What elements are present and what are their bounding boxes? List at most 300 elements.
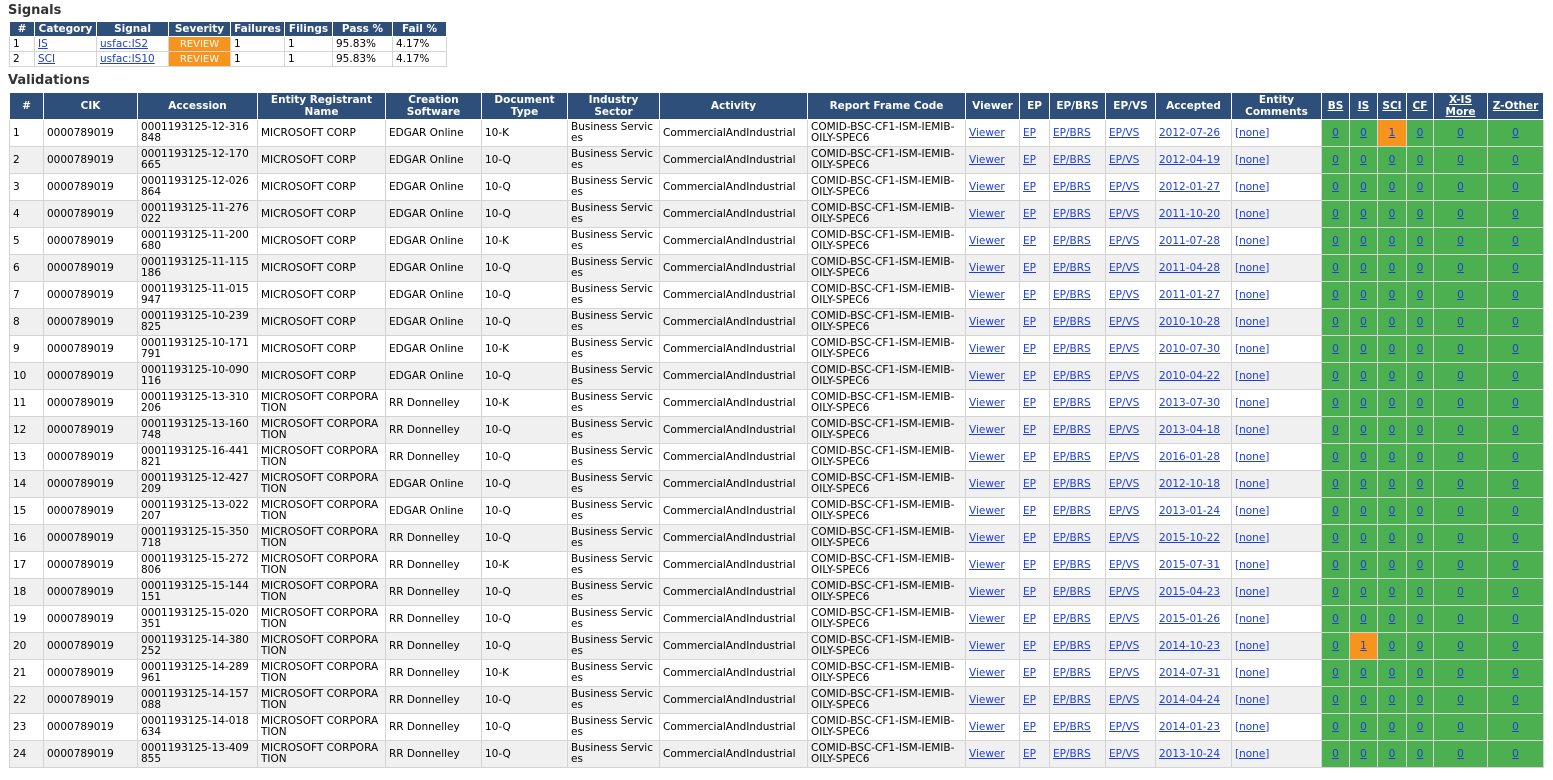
z-other-count-link[interactable]: 0 xyxy=(1512,369,1519,382)
accepted-date-link[interactable]: 2013-10-24 xyxy=(1159,747,1221,760)
accepted-date-link[interactable]: 2011-10-20 xyxy=(1159,207,1221,220)
entity-comments-link[interactable]: [none] xyxy=(1235,612,1270,625)
ep-link[interactable]: EP xyxy=(1023,423,1036,436)
sci-count-link[interactable]: 0 xyxy=(1388,288,1396,301)
signal-name-link[interactable]: usfac:IS10 xyxy=(100,52,155,65)
x-is-more-count-link[interactable]: 0 xyxy=(1457,504,1464,517)
accepted-date-link[interactable]: 2015-04-23 xyxy=(1159,585,1221,598)
bs-count-link[interactable]: 0 xyxy=(1332,396,1339,409)
ep-brs-link[interactable]: EP/BRS xyxy=(1053,342,1091,355)
ep-brs-link[interactable]: EP/BRS xyxy=(1053,477,1091,490)
entity-comments-link[interactable]: [none] xyxy=(1235,747,1270,760)
is-count-link[interactable]: 0 xyxy=(1360,207,1367,220)
cf-count-link[interactable]: 0 xyxy=(1416,369,1424,382)
ep-vs-link[interactable]: EP/VS xyxy=(1109,558,1140,571)
ep-link[interactable]: EP xyxy=(1023,207,1036,220)
x-is-more-count-link[interactable]: 0 xyxy=(1457,747,1464,760)
cf-count-link[interactable]: 0 xyxy=(1416,288,1424,301)
signal-name-link[interactable]: usfac:IS2 xyxy=(100,37,149,50)
ep-link[interactable]: EP xyxy=(1023,585,1036,598)
viewer-link[interactable]: Viewer xyxy=(969,612,1005,625)
viewer-link[interactable]: Viewer xyxy=(969,180,1005,193)
x-is-more-count-link[interactable]: 0 xyxy=(1457,612,1464,625)
bs-count-link[interactable]: 0 xyxy=(1332,261,1339,274)
ep-vs-link[interactable]: EP/VS xyxy=(1109,639,1140,652)
validations-col-is-sort[interactable]: IS xyxy=(1350,93,1378,120)
is-count-link[interactable]: 0 xyxy=(1360,423,1367,436)
ep-brs-link[interactable]: EP/BRS xyxy=(1053,180,1091,193)
sci-count-link[interactable]: 0 xyxy=(1388,720,1396,733)
is-count-link[interactable]: 0 xyxy=(1360,153,1367,166)
ep-brs-link[interactable]: EP/BRS xyxy=(1053,693,1091,706)
sci-count-link[interactable]: 1 xyxy=(1388,126,1396,139)
accepted-date-link[interactable]: 2011-01-27 xyxy=(1159,288,1221,301)
ep-link[interactable]: EP xyxy=(1023,180,1036,193)
sci-count-link[interactable]: 0 xyxy=(1388,342,1396,355)
ep-vs-link[interactable]: EP/VS xyxy=(1109,585,1140,598)
sci-count-link[interactable]: 0 xyxy=(1388,693,1396,706)
entity-comments-link[interactable]: [none] xyxy=(1235,693,1270,706)
z-other-count-link[interactable]: 0 xyxy=(1512,288,1519,301)
ep-link[interactable]: EP xyxy=(1023,153,1036,166)
ep-vs-link[interactable]: EP/VS xyxy=(1109,342,1140,355)
z-other-count-link[interactable]: 0 xyxy=(1512,666,1519,679)
ep-vs-link[interactable]: EP/VS xyxy=(1109,153,1140,166)
cf-count-link[interactable]: 0 xyxy=(1416,747,1424,760)
x-is-more-count-link[interactable]: 0 xyxy=(1457,423,1464,436)
viewer-link[interactable]: Viewer xyxy=(969,261,1005,274)
ep-link[interactable]: EP xyxy=(1023,450,1036,463)
x-is-more-count-link[interactable]: 0 xyxy=(1457,558,1464,571)
is-count-link[interactable]: 0 xyxy=(1360,720,1367,733)
is-count-link[interactable]: 0 xyxy=(1360,315,1367,328)
viewer-link[interactable]: Viewer xyxy=(969,369,1005,382)
accepted-date-link[interactable]: 2014-10-23 xyxy=(1159,639,1221,652)
z-other-count-link[interactable]: 0 xyxy=(1512,315,1519,328)
cf-count-link[interactable]: 0 xyxy=(1416,639,1424,652)
bs-count-link[interactable]: 0 xyxy=(1332,720,1339,733)
sci-count-link[interactable]: 0 xyxy=(1388,585,1396,598)
ep-brs-link[interactable]: EP/BRS xyxy=(1053,315,1091,328)
cf-count-link[interactable]: 0 xyxy=(1416,396,1424,409)
bs-count-link[interactable]: 0 xyxy=(1332,585,1339,598)
bs-count-link[interactable]: 0 xyxy=(1332,693,1339,706)
bs-count-link[interactable]: 0 xyxy=(1332,504,1339,517)
ep-brs-link[interactable]: EP/BRS xyxy=(1053,288,1091,301)
accepted-date-link[interactable]: 2015-07-31 xyxy=(1159,558,1221,571)
x-is-more-count-link[interactable]: 0 xyxy=(1457,585,1464,598)
x-is-more-count-link[interactable]: 0 xyxy=(1457,126,1464,139)
accepted-date-link[interactable]: 2013-01-24 xyxy=(1159,504,1221,517)
bs-count-link[interactable]: 0 xyxy=(1332,747,1339,760)
ep-vs-link[interactable]: EP/VS xyxy=(1109,234,1140,247)
bs-count-link[interactable]: 0 xyxy=(1332,477,1339,490)
ep-vs-link[interactable]: EP/VS xyxy=(1109,504,1140,517)
sci-count-link[interactable]: 0 xyxy=(1388,450,1396,463)
viewer-link[interactable]: Viewer xyxy=(969,531,1005,544)
ep-brs-link[interactable]: EP/BRS xyxy=(1053,504,1091,517)
ep-brs-link[interactable]: EP/BRS xyxy=(1053,612,1091,625)
ep-brs-link[interactable]: EP/BRS xyxy=(1053,450,1091,463)
is-count-link[interactable]: 0 xyxy=(1360,612,1367,625)
cf-count-link[interactable]: 0 xyxy=(1416,585,1424,598)
ep-brs-link[interactable]: EP/BRS xyxy=(1053,207,1091,220)
bs-count-link[interactable]: 0 xyxy=(1332,531,1339,544)
entity-comments-link[interactable]: [none] xyxy=(1235,558,1270,571)
bs-count-link[interactable]: 0 xyxy=(1332,180,1339,193)
is-count-link[interactable]: 0 xyxy=(1360,180,1367,193)
entity-comments-link[interactable]: [none] xyxy=(1235,315,1270,328)
accepted-date-link[interactable]: 2014-01-23 xyxy=(1159,720,1221,733)
z-other-count-link[interactable]: 0 xyxy=(1512,396,1519,409)
accepted-date-link[interactable]: 2012-10-18 xyxy=(1159,477,1221,490)
entity-comments-link[interactable]: [none] xyxy=(1235,126,1270,139)
ep-vs-link[interactable]: EP/VS xyxy=(1109,180,1140,193)
accepted-date-link[interactable]: 2012-04-19 xyxy=(1159,153,1221,166)
z-other-count-link[interactable]: 0 xyxy=(1512,450,1519,463)
ep-brs-link[interactable]: EP/BRS xyxy=(1053,423,1091,436)
bs-count-link[interactable]: 0 xyxy=(1332,207,1339,220)
bs-count-link[interactable]: 0 xyxy=(1332,153,1339,166)
z-other-count-link[interactable]: 0 xyxy=(1512,693,1519,706)
is-count-link[interactable]: 0 xyxy=(1360,396,1367,409)
ep-vs-link[interactable]: EP/VS xyxy=(1109,126,1140,139)
is-count-link[interactable]: 0 xyxy=(1360,558,1367,571)
viewer-link[interactable]: Viewer xyxy=(969,558,1005,571)
ep-link[interactable]: EP xyxy=(1023,126,1036,139)
ep-brs-link[interactable]: EP/BRS xyxy=(1053,153,1091,166)
ep-vs-link[interactable]: EP/VS xyxy=(1109,423,1140,436)
ep-brs-link[interactable]: EP/BRS xyxy=(1053,720,1091,733)
viewer-link[interactable]: Viewer xyxy=(969,315,1005,328)
ep-vs-link[interactable]: EP/VS xyxy=(1109,261,1140,274)
is-count-link[interactable]: 0 xyxy=(1360,585,1367,598)
ep-link[interactable]: EP xyxy=(1023,531,1036,544)
ep-brs-link[interactable]: EP/BRS xyxy=(1053,531,1091,544)
ep-link[interactable]: EP xyxy=(1023,288,1036,301)
ep-link[interactable]: EP xyxy=(1023,558,1036,571)
viewer-link[interactable]: Viewer xyxy=(969,693,1005,706)
sci-count-link[interactable]: 0 xyxy=(1388,396,1396,409)
validations-col-x-is-more-sort[interactable]: X-IS More xyxy=(1434,93,1488,120)
viewer-link[interactable]: Viewer xyxy=(969,423,1005,436)
cf-count-link[interactable]: 0 xyxy=(1416,477,1424,490)
ep-vs-link[interactable]: EP/VS xyxy=(1109,450,1140,463)
viewer-link[interactable]: Viewer xyxy=(969,396,1005,409)
ep-brs-link[interactable]: EP/BRS xyxy=(1053,747,1091,760)
is-count-link[interactable]: 0 xyxy=(1360,288,1367,301)
entity-comments-link[interactable]: [none] xyxy=(1235,423,1270,436)
ep-brs-link[interactable]: EP/BRS xyxy=(1053,126,1091,139)
viewer-link[interactable]: Viewer xyxy=(969,342,1005,355)
accepted-date-link[interactable]: 2013-04-18 xyxy=(1159,423,1221,436)
entity-comments-link[interactable]: [none] xyxy=(1235,396,1270,409)
signal-category-link[interactable]: SCI xyxy=(38,52,56,65)
sci-count-link[interactable]: 0 xyxy=(1388,477,1396,490)
x-is-more-count-link[interactable]: 0 xyxy=(1457,207,1464,220)
cf-count-link[interactable]: 0 xyxy=(1416,423,1424,436)
is-count-link[interactable]: 0 xyxy=(1360,666,1367,679)
cf-count-link[interactable]: 0 xyxy=(1416,558,1424,571)
ep-link[interactable]: EP xyxy=(1023,261,1036,274)
viewer-link[interactable]: Viewer xyxy=(969,747,1005,760)
cf-count-link[interactable]: 0 xyxy=(1416,261,1424,274)
viewer-link[interactable]: Viewer xyxy=(969,585,1005,598)
is-count-link[interactable]: 1 xyxy=(1360,639,1367,652)
is-count-link[interactable]: 0 xyxy=(1360,693,1367,706)
x-is-more-count-link[interactable]: 0 xyxy=(1457,639,1464,652)
bs-count-link[interactable]: 0 xyxy=(1332,639,1339,652)
sci-count-link[interactable]: 0 xyxy=(1388,261,1396,274)
cf-count-link[interactable]: 0 xyxy=(1416,531,1424,544)
sci-count-link[interactable]: 0 xyxy=(1388,639,1396,652)
bs-count-link[interactable]: 0 xyxy=(1332,558,1339,571)
entity-comments-link[interactable]: [none] xyxy=(1235,153,1270,166)
z-other-count-link[interactable]: 0 xyxy=(1512,207,1519,220)
entity-comments-link[interactable]: [none] xyxy=(1235,639,1270,652)
bs-count-link[interactable]: 0 xyxy=(1332,423,1339,436)
sci-count-link[interactable]: 0 xyxy=(1388,558,1396,571)
viewer-link[interactable]: Viewer xyxy=(969,234,1005,247)
z-other-count-link[interactable]: 0 xyxy=(1512,639,1519,652)
entity-comments-link[interactable]: [none] xyxy=(1235,504,1270,517)
accepted-date-link[interactable]: 2014-04-24 xyxy=(1159,693,1221,706)
ep-link[interactable]: EP xyxy=(1023,342,1036,355)
z-other-count-link[interactable]: 0 xyxy=(1512,180,1519,193)
bs-count-link[interactable]: 0 xyxy=(1332,288,1339,301)
accepted-date-link[interactable]: 2010-10-28 xyxy=(1159,315,1221,328)
z-other-count-link[interactable]: 0 xyxy=(1512,531,1519,544)
z-other-count-link[interactable]: 0 xyxy=(1512,720,1519,733)
validations-col-sci-sort[interactable]: SCI xyxy=(1378,93,1407,120)
row-creation-software: RR Donnelley xyxy=(386,579,482,606)
sci-count-link[interactable]: 0 xyxy=(1388,234,1396,247)
sci-count-link[interactable]: 0 xyxy=(1388,315,1396,328)
sci-count-link[interactable]: 0 xyxy=(1388,423,1396,436)
bs-count-link[interactable]: 0 xyxy=(1332,666,1339,679)
sci-count-link[interactable]: 0 xyxy=(1388,531,1396,544)
bs-count-link[interactable]: 0 xyxy=(1332,612,1339,625)
x-is-more-count-link[interactable]: 0 xyxy=(1457,234,1464,247)
ep-brs-link[interactable]: EP/BRS xyxy=(1053,558,1091,571)
is-count-link[interactable]: 0 xyxy=(1360,342,1367,355)
accepted-date-link[interactable]: 2011-07-28 xyxy=(1159,234,1221,247)
x-is-more-count-link[interactable]: 0 xyxy=(1457,531,1464,544)
entity-comments-link[interactable]: [none] xyxy=(1235,234,1270,247)
x-is-more-count-link[interactable]: 0 xyxy=(1457,666,1464,679)
z-other-count-link[interactable]: 0 xyxy=(1512,234,1519,247)
viewer-link[interactable]: Viewer xyxy=(969,450,1005,463)
viewer-link[interactable]: Viewer xyxy=(969,720,1005,733)
z-other-count-link[interactable]: 0 xyxy=(1512,477,1519,490)
is-count-link[interactable]: 0 xyxy=(1360,369,1367,382)
x-is-more-count-link[interactable]: 0 xyxy=(1457,180,1464,193)
entity-comments-link[interactable]: [none] xyxy=(1235,207,1270,220)
ep-brs-link[interactable]: EP/BRS xyxy=(1053,666,1091,679)
signal-category-link[interactable]: IS xyxy=(38,37,48,50)
accepted-date-link[interactable]: 2016-01-28 xyxy=(1159,450,1221,463)
is-count-link[interactable]: 0 xyxy=(1360,126,1367,139)
validations-col-bs-sort[interactable]: BS xyxy=(1322,93,1350,120)
entity-comments-link[interactable]: [none] xyxy=(1235,369,1270,382)
cf-count-link[interactable]: 0 xyxy=(1416,450,1424,463)
x-is-more-count-link[interactable]: 0 xyxy=(1457,693,1464,706)
cf-count-link[interactable]: 0 xyxy=(1416,153,1424,166)
is-count-link[interactable]: 0 xyxy=(1360,747,1367,760)
z-other-count-link[interactable]: 0 xyxy=(1512,747,1519,760)
viewer-link[interactable]: Viewer xyxy=(969,153,1005,166)
accepted-date-link[interactable]: 2011-04-28 xyxy=(1159,261,1221,274)
sci-count-link[interactable]: 0 xyxy=(1388,612,1396,625)
validations-col-z-other-sort[interactable]: Z-Other xyxy=(1488,93,1544,120)
ep-link[interactable]: EP xyxy=(1023,396,1036,409)
bs-count-link[interactable]: 0 xyxy=(1332,369,1339,382)
z-other-count-link[interactable]: 0 xyxy=(1512,342,1519,355)
z-other-count-link[interactable]: 0 xyxy=(1512,153,1519,166)
ep-vs-link[interactable]: EP/VS xyxy=(1109,369,1140,382)
ep-link[interactable]: EP xyxy=(1023,369,1036,382)
entity-comments-link[interactable]: [none] xyxy=(1235,342,1270,355)
entity-comments-link[interactable]: [none] xyxy=(1235,585,1270,598)
entity-comments-link[interactable]: [none] xyxy=(1235,261,1270,274)
ep-brs-link[interactable]: EP/BRS xyxy=(1053,639,1091,652)
x-is-more-count-link[interactable]: 0 xyxy=(1457,342,1464,355)
sci-count-link[interactable]: 0 xyxy=(1388,369,1396,382)
entity-comments-link[interactable]: [none] xyxy=(1235,450,1270,463)
entity-comments-link[interactable]: [none] xyxy=(1235,666,1270,679)
ep-link[interactable]: EP xyxy=(1023,234,1036,247)
ep-vs-link[interactable]: EP/VS xyxy=(1109,396,1140,409)
z-other-count-link[interactable]: 0 xyxy=(1512,126,1519,139)
entity-comments-link[interactable]: [none] xyxy=(1235,180,1270,193)
ep-vs-link[interactable]: EP/VS xyxy=(1109,531,1140,544)
z-other-count-link[interactable]: 0 xyxy=(1512,261,1519,274)
entity-comments-link[interactable]: [none] xyxy=(1235,531,1270,544)
cf-count-link[interactable]: 0 xyxy=(1416,234,1424,247)
ep-link[interactable]: EP xyxy=(1023,747,1036,760)
z-other-count-link[interactable]: 0 xyxy=(1512,504,1519,517)
ep-brs-link[interactable]: EP/BRS xyxy=(1053,585,1091,598)
accepted-date-link[interactable]: 2015-10-22 xyxy=(1159,531,1221,544)
bs-count-link[interactable]: 0 xyxy=(1332,126,1339,139)
ep-vs-link[interactable]: EP/VS xyxy=(1109,315,1140,328)
viewer-link[interactable]: Viewer xyxy=(969,126,1005,139)
ep-vs-link[interactable]: EP/VS xyxy=(1109,747,1140,760)
x-is-more-count-link[interactable]: 0 xyxy=(1457,315,1464,328)
entity-comments-link[interactable]: [none] xyxy=(1235,288,1270,301)
is-count-link[interactable]: 0 xyxy=(1360,477,1367,490)
ep-vs-link[interactable]: EP/VS xyxy=(1109,477,1140,490)
validations-col-cf-sort[interactable]: CF xyxy=(1407,93,1434,120)
accepted-date-link[interactable]: 2010-04-22 xyxy=(1159,369,1221,382)
z-other-count-link[interactable]: 0 xyxy=(1512,612,1519,625)
x-is-more-count-link[interactable]: 0 xyxy=(1457,288,1464,301)
ep-link[interactable]: EP xyxy=(1023,612,1036,625)
x-is-more-count-link[interactable]: 0 xyxy=(1457,153,1464,166)
viewer-link[interactable]: Viewer xyxy=(969,666,1005,679)
viewer-link[interactable]: Viewer xyxy=(969,504,1005,517)
z-other-count-link[interactable]: 0 xyxy=(1512,585,1519,598)
cf-count-link[interactable]: 0 xyxy=(1416,612,1424,625)
ep-brs-link[interactable]: EP/BRS xyxy=(1053,261,1091,274)
ep-link[interactable]: EP xyxy=(1023,477,1036,490)
cf-count-link[interactable]: 0 xyxy=(1416,342,1424,355)
cf-count-link[interactable]: 0 xyxy=(1416,207,1424,220)
is-count-link[interactable]: 0 xyxy=(1360,261,1367,274)
accepted-date-link[interactable]: 2012-07-26 xyxy=(1159,126,1221,139)
is-count-link[interactable]: 0 xyxy=(1360,234,1367,247)
ep-link[interactable]: EP xyxy=(1023,315,1036,328)
viewer-link[interactable]: Viewer xyxy=(969,639,1005,652)
z-other-count-link[interactable]: 0 xyxy=(1512,558,1519,571)
z-other-count-link[interactable]: 0 xyxy=(1512,423,1519,436)
ep-vs-link[interactable]: EP/VS xyxy=(1109,666,1140,679)
accepted-date-link[interactable]: 2012-01-27 xyxy=(1159,180,1221,193)
ep-link[interactable]: EP xyxy=(1023,666,1036,679)
ep-vs-link[interactable]: EP/VS xyxy=(1109,720,1140,733)
ep-vs-link[interactable]: EP/VS xyxy=(1109,288,1140,301)
ep-vs-link[interactable]: EP/VS xyxy=(1109,693,1140,706)
entity-comments-link[interactable]: [none] xyxy=(1235,477,1270,490)
cf-count-link[interactable]: 0 xyxy=(1416,693,1424,706)
cf-count-link[interactable]: 0 xyxy=(1416,720,1424,733)
cf-count-link[interactable]: 0 xyxy=(1416,180,1424,193)
entity-comments-link[interactable]: [none] xyxy=(1235,720,1270,733)
accepted-date-link[interactable]: 2013-07-30 xyxy=(1159,396,1221,409)
x-is-more-count-link[interactable]: 0 xyxy=(1457,720,1464,733)
bs-count-link[interactable]: 0 xyxy=(1332,315,1339,328)
ep-brs-link[interactable]: EP/BRS xyxy=(1053,234,1091,247)
sci-count-link[interactable]: 0 xyxy=(1388,747,1396,760)
sci-count-link[interactable]: 0 xyxy=(1388,153,1396,166)
sci-count-link[interactable]: 0 xyxy=(1388,180,1396,193)
cf-count-link[interactable]: 0 xyxy=(1416,315,1424,328)
ep-link[interactable]: EP xyxy=(1023,693,1036,706)
sci-count-link[interactable]: 0 xyxy=(1388,504,1396,517)
ep-vs-link[interactable]: EP/VS xyxy=(1109,207,1140,220)
is-count-link[interactable]: 0 xyxy=(1360,504,1367,517)
x-is-more-count-link[interactable]: 0 xyxy=(1457,261,1464,274)
viewer-link[interactable]: Viewer xyxy=(969,477,1005,490)
ep-vs-link[interactable]: EP/VS xyxy=(1109,612,1140,625)
x-is-more-count-link[interactable]: 0 xyxy=(1457,396,1464,409)
cf-count-link[interactable]: 0 xyxy=(1416,666,1424,679)
cf-count-link[interactable]: 0 xyxy=(1416,126,1424,139)
signal-number: 2 xyxy=(10,52,35,67)
bs-count-link[interactable]: 0 xyxy=(1332,342,1339,355)
x-is-more-count-link[interactable]: 0 xyxy=(1457,369,1464,382)
accepted-date-link[interactable]: 2014-07-31 xyxy=(1159,666,1221,679)
sci-count-link[interactable]: 0 xyxy=(1388,666,1396,679)
x-is-more-count-link[interactable]: 0 xyxy=(1457,450,1464,463)
bs-count-link[interactable]: 0 xyxy=(1332,450,1339,463)
ep-link[interactable]: EP xyxy=(1023,639,1036,652)
ep-link[interactable]: EP xyxy=(1023,720,1036,733)
viewer-link[interactable]: Viewer xyxy=(969,207,1005,220)
sci-count-link[interactable]: 0 xyxy=(1388,207,1396,220)
x-is-more-count-link[interactable]: 0 xyxy=(1457,477,1464,490)
bs-count-link[interactable]: 0 xyxy=(1332,234,1339,247)
ep-brs-link[interactable]: EP/BRS xyxy=(1053,396,1091,409)
accepted-date-link[interactable]: 2015-01-26 xyxy=(1159,612,1221,625)
is-count-link[interactable]: 0 xyxy=(1360,450,1367,463)
is-count-link[interactable]: 0 xyxy=(1360,531,1367,544)
cf-count-link[interactable]: 0 xyxy=(1416,504,1424,517)
accepted-date-link[interactable]: 2010-07-30 xyxy=(1159,342,1221,355)
viewer-link[interactable]: Viewer xyxy=(969,288,1005,301)
ep-link[interactable]: EP xyxy=(1023,504,1036,517)
ep-brs-link[interactable]: EP/BRS xyxy=(1053,369,1091,382)
